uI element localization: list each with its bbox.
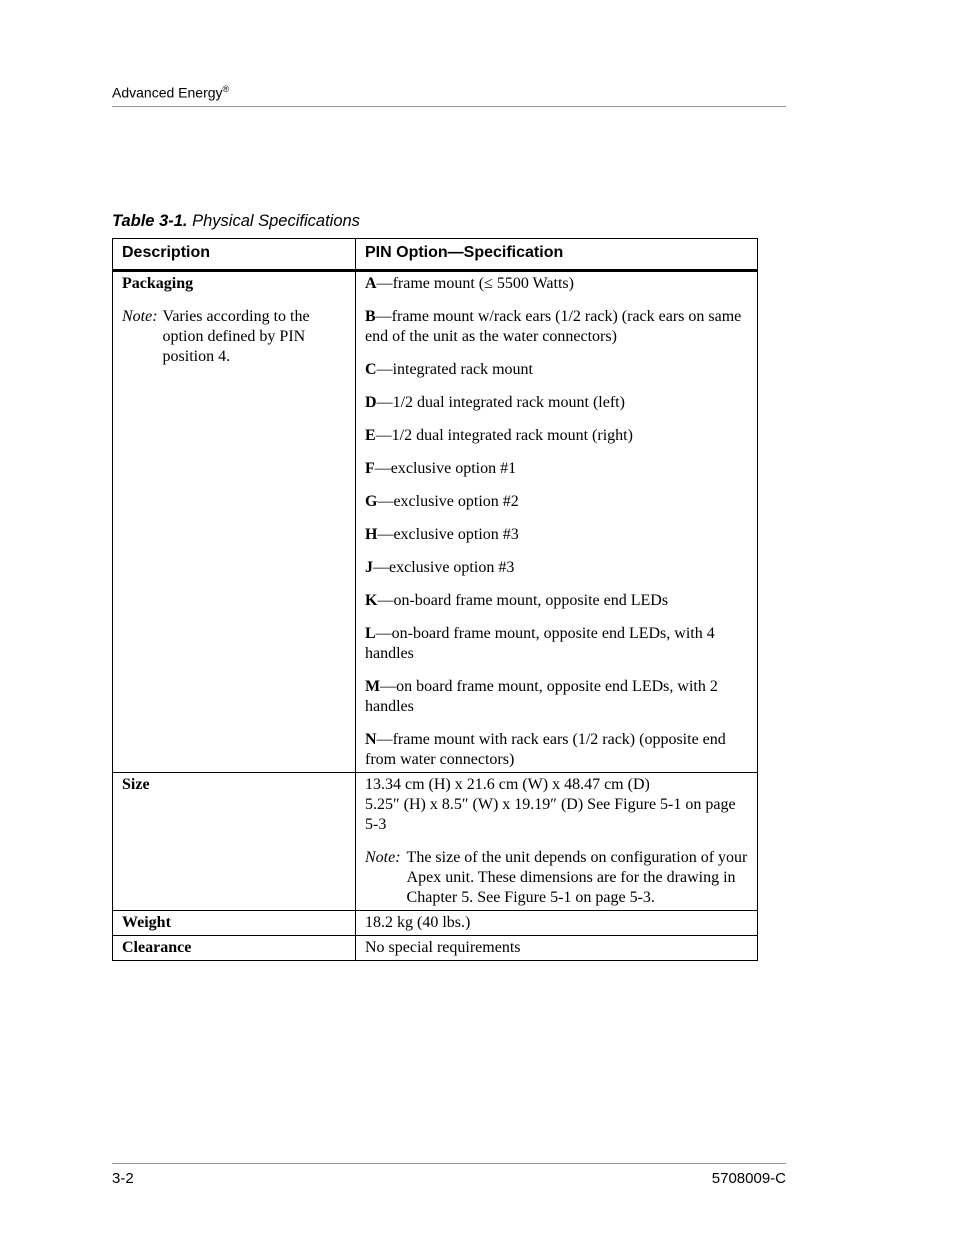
table-row-size <box>113 773 758 911</box>
packaging-label: Packaging <box>122 275 194 292</box>
table-row-weight <box>113 911 758 936</box>
packaging-option <box>365 307 748 347</box>
clearance-value-cell: No special requirements <box>356 936 758 961</box>
option-code: A <box>365 275 377 292</box>
packaging-option <box>365 393 748 413</box>
page-header <box>112 82 786 107</box>
table-row-packaging <box>113 271 758 773</box>
size-imperial: 5.25″ (H) x 8.5″ (W) x 19.19″ (D) See Figure 5-1 on page 5-3 <box>365 796 736 833</box>
option-text: —frame mount w/rack ears (1/2 rack) (rack ears on same end of the unit as the water connectors) <box>365 308 742 345</box>
packaging-option <box>365 730 748 770</box>
table-title: Physical Specifications <box>192 212 360 230</box>
option-code: D <box>365 394 377 411</box>
table-row-clearance <box>113 936 758 961</box>
weight-value-cell: 18.2 kg (40 lbs.) <box>356 911 758 936</box>
option-text: —frame mount (≤ 5500 Watts) <box>376 275 574 292</box>
option-text: —exclusive option #3 <box>373 559 515 576</box>
document-number: 5708009-C <box>711 1170 786 1187</box>
option-code: F <box>365 460 375 477</box>
packaging-description-cell <box>113 271 356 773</box>
option-text: —exclusive option #2 <box>377 493 519 510</box>
option-text: —frame mount with rack ears (1/2 rack) (opposite end from water connectors) <box>365 731 726 768</box>
option-code: N <box>365 731 377 748</box>
option-code: C <box>365 361 377 378</box>
size-note-text: The size of the unit depends on configuration of your Apex unit. These dimensions are for the drawing in Chapter 5. See Figure 5-1 on page 5-3. <box>406 849 748 906</box>
option-code: E <box>365 427 376 444</box>
size-description-cell <box>113 773 356 911</box>
option-text: —1/2 dual integrated rack mount (left) <box>376 394 625 411</box>
packaging-note <box>122 307 346 367</box>
size-value-cell <box>356 773 758 911</box>
table-number: Table 3-1. <box>112 212 188 230</box>
size-label: Size <box>122 776 150 793</box>
size-note-label: Note: <box>365 849 401 866</box>
packaging-option <box>365 558 748 578</box>
weight-description-cell <box>113 911 356 936</box>
size-metric: 13.34 cm (H) x 21.6 cm (W) x 48.47 cm (D) <box>365 776 650 793</box>
size-note <box>365 848 748 908</box>
company-name: Advanced Energy <box>112 84 223 101</box>
registered-mark: ® <box>222 84 230 94</box>
option-text: —exclusive option #3 <box>377 526 519 543</box>
option-text: —1/2 dual integrated rack mount (right) <box>375 427 633 444</box>
packaging-option <box>365 274 748 294</box>
packaging-option <box>365 677 748 717</box>
page-number: 3-2 <box>112 1170 134 1187</box>
option-text: —on-board frame mount, opposite end LEDs, with 4 handles <box>365 625 715 662</box>
header-description: Description <box>113 239 356 271</box>
table-header-row <box>113 239 758 271</box>
packaging-note-label: Note: <box>122 308 158 325</box>
option-text: —exclusive option #1 <box>374 460 517 477</box>
option-text: —on board frame mount, opposite end LEDs, with 2 handles <box>365 678 718 715</box>
packaging-option <box>365 459 748 479</box>
packaging-option <box>365 624 748 664</box>
option-code: H <box>365 526 378 543</box>
packaging-options-cell <box>356 271 758 773</box>
packaging-option <box>365 591 748 611</box>
header-company <box>112 84 229 101</box>
clearance-label: Clearance <box>122 939 192 956</box>
physical-specifications-table <box>112 238 758 961</box>
header-pin-option: PIN Option—Specification <box>356 239 758 271</box>
option-text: —on-board frame mount, opposite end LEDs <box>377 592 669 609</box>
option-code: L <box>365 625 376 642</box>
table-caption <box>112 212 360 231</box>
page-footer <box>112 1163 786 1187</box>
option-code: M <box>365 678 381 695</box>
packaging-option <box>365 492 748 512</box>
option-text: —integrated rack mount <box>376 361 533 378</box>
packaging-option <box>365 360 748 380</box>
option-code: J <box>365 559 373 576</box>
option-code: K <box>365 592 378 609</box>
option-code: B <box>365 308 376 325</box>
packaging-option <box>365 525 748 545</box>
clearance-description-cell <box>113 936 356 961</box>
weight-label: Weight <box>122 914 171 931</box>
option-code: G <box>365 493 378 510</box>
packaging-note-text: Varies according to the option defined by PIN position 4. <box>162 308 310 365</box>
packaging-option <box>365 426 748 446</box>
